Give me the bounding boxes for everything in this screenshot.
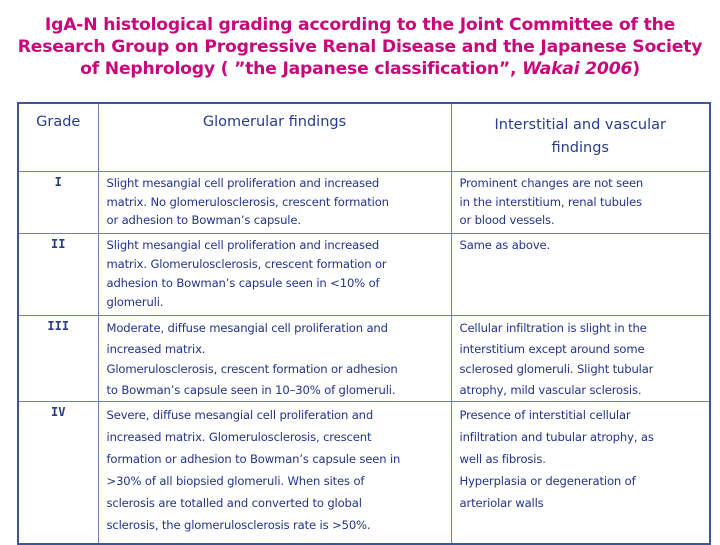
interstitial-cell — [451, 316, 710, 402]
text-line: Presence of interstitial cellular — [459, 408, 631, 422]
grade-cell: II — [18, 234, 98, 316]
text-line: sclerosis are totalled and converted to global — [106, 496, 362, 510]
text-line: atrophy, mild vascular sclerosis. — [459, 382, 642, 397]
table-row-grade-4 — [18, 402, 710, 545]
table-row-grade-2 — [18, 234, 710, 316]
text-line: to Bowman’s capsule seen in 10–30% of glomeruli. — [106, 382, 396, 397]
interstitial-cell — [451, 402, 710, 545]
glomerular-cell — [98, 316, 451, 402]
title-line-3 — [0, 58, 720, 80]
text-line: Hyperplasia or degeneration of — [459, 474, 636, 488]
text-line: adhesion to Bowman’s capsule seen in <10% of — [106, 276, 380, 290]
text-line: sclerosed glomeruli. Slight tubular — [459, 362, 654, 376]
text-line: Moderate, diffuse mesangial cell proliferation and — [106, 321, 388, 335]
text-line: sclerosis, the glomerulosclerosis rate is >50%. — [106, 518, 371, 532]
text-line: Slight mesangial cell proliferation and increased — [106, 176, 380, 190]
text-line: interstitium except around some — [459, 341, 645, 356]
slide-title — [0, 14, 720, 80]
title-citation: Wakai 2006 — [522, 59, 633, 79]
grade-cell: IV — [18, 402, 98, 545]
title-line-3-close: ) — [632, 59, 640, 79]
text-line: Same as above. — [459, 238, 551, 252]
text-line: infiltration and tubular atrophy, as — [459, 430, 654, 444]
header-interstitial-line-2: findings — [551, 140, 609, 156]
header-grade: Grade — [18, 103, 98, 172]
table-header-row — [18, 103, 710, 172]
text-line: increased matrix. — [106, 341, 206, 356]
text-line: matrix. Glomerulosclerosis, crescent formation or — [106, 257, 387, 271]
header-glomerular-findings: Glomerular findings — [98, 103, 451, 172]
title-line-3-text: of Nephrology ( ”the Japanese classification”, — [80, 59, 523, 79]
text-line: Glomerulosclerosis, crescent formation or adhesion — [106, 362, 398, 376]
text-line: Severe, diffuse mesangial cell proliferation and — [106, 408, 374, 422]
interstitial-cell — [451, 234, 710, 316]
header-interstitial-line-1: Interstitial and vascular — [494, 117, 666, 133]
table-row-grade-3 — [18, 316, 710, 402]
text-line: Prominent changes are not seen — [459, 176, 644, 190]
grade-cell: I — [18, 172, 98, 234]
text-line: or blood vessels. — [459, 213, 555, 227]
text-line: >30% of all biopsied glomeruli. When sites of — [106, 474, 365, 488]
text-line: or adhesion to Bowman’s capsule. — [106, 213, 301, 227]
interstitial-cell — [451, 172, 710, 234]
header-interstitial-vascular-findings — [451, 103, 710, 172]
text-line: glomeruli. — [106, 295, 164, 309]
title-line-1: IgA-N histological grading according to the Joint Committee of the — [44, 15, 676, 35]
text-line: increased matrix. Glomerulosclerosis, crescent — [106, 430, 372, 444]
text-line: matrix. No glomerulosclerosis, crescent formation — [106, 194, 389, 209]
text-line: well as fibrosis. — [459, 452, 546, 466]
text-line: arteriolar walls — [459, 496, 544, 510]
grading-table — [17, 102, 711, 545]
glomerular-cell — [98, 402, 451, 545]
glomerular-cell — [98, 234, 451, 316]
title-line-2: Research Group on Progressive Renal Disease and the Japanese Society — [17, 37, 703, 57]
text-line: Slight mesangial cell proliferation and increased — [106, 238, 380, 252]
table-row-grade-1 — [18, 172, 710, 234]
text-line: Cellular infiltration is slight in the — [459, 321, 647, 335]
text-line: in the interstitium, renal tubules — [459, 194, 642, 209]
text-line: formation or adhesion to Bowman’s capsule seen in — [106, 452, 401, 466]
grade-cell: III — [18, 316, 98, 402]
glomerular-cell — [98, 172, 451, 234]
